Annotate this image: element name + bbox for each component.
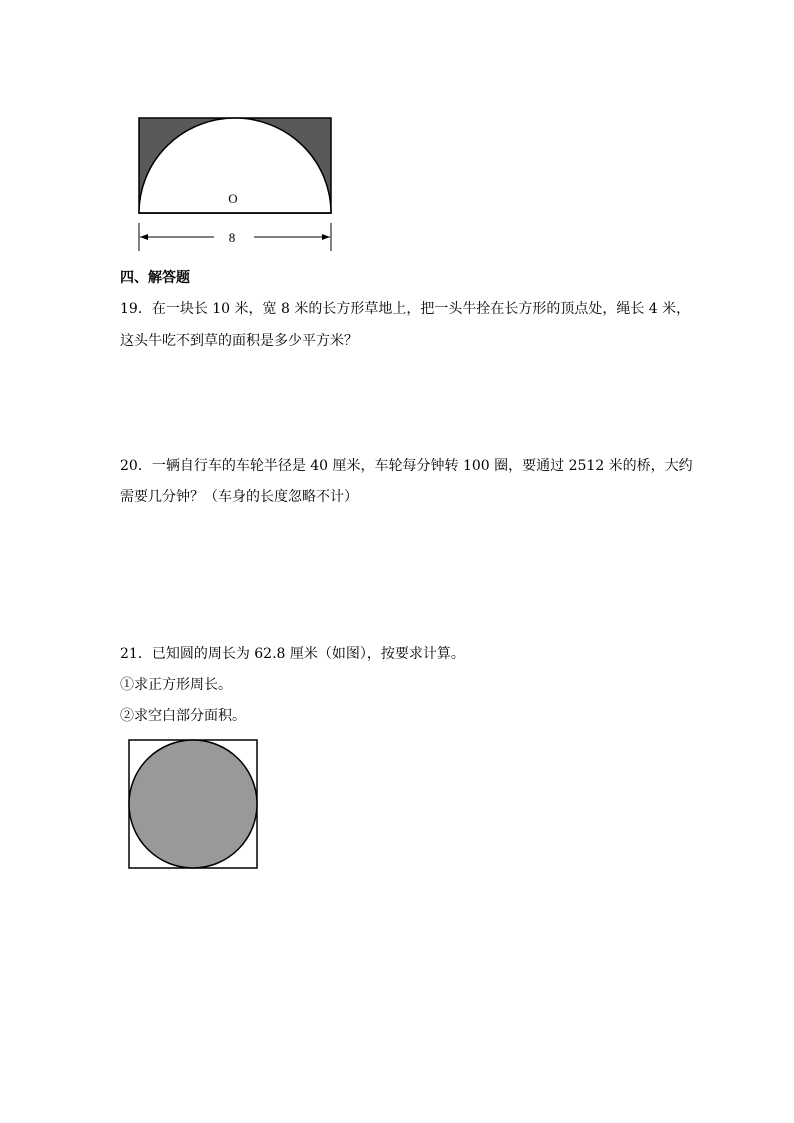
center-label: O [228, 191, 238, 206]
inscribed-circle [129, 740, 257, 868]
question-19-line-2: 这头牛吃不到草的面积是多少平方米？ [120, 333, 358, 349]
question-21-line-1: 21．已知圆的周长为 62.8 厘米（如图），按要求计算。 [120, 646, 465, 662]
dimension-label: 8 [228, 230, 236, 245]
question-21-part-2: ②求空白部分面积。 [120, 708, 246, 724]
question-19-line-1: 19．在一块长 10 米，宽 8 米的长方形草地上，把一头牛拴在长方形的顶点处，绳长 4 米， [120, 301, 691, 317]
rectangle-semicircle-figure [130, 108, 342, 256]
section-heading: 四、解答题 [120, 270, 190, 286]
question-21-part-1: ①求正方形周长。 [120, 677, 232, 693]
square-circle-figure [120, 731, 268, 879]
arrowhead-left [140, 234, 148, 240]
question-20-line-1: 20．一辆自行车的车轮半径是 40 厘米，车轮每分钟转 100 圈，要通过 2512 米的桥，大约 [120, 458, 693, 474]
question-20-line-2: 需要几分钟？（车身的长度忽略不计） [120, 489, 358, 505]
arrowhead-right [322, 234, 330, 240]
